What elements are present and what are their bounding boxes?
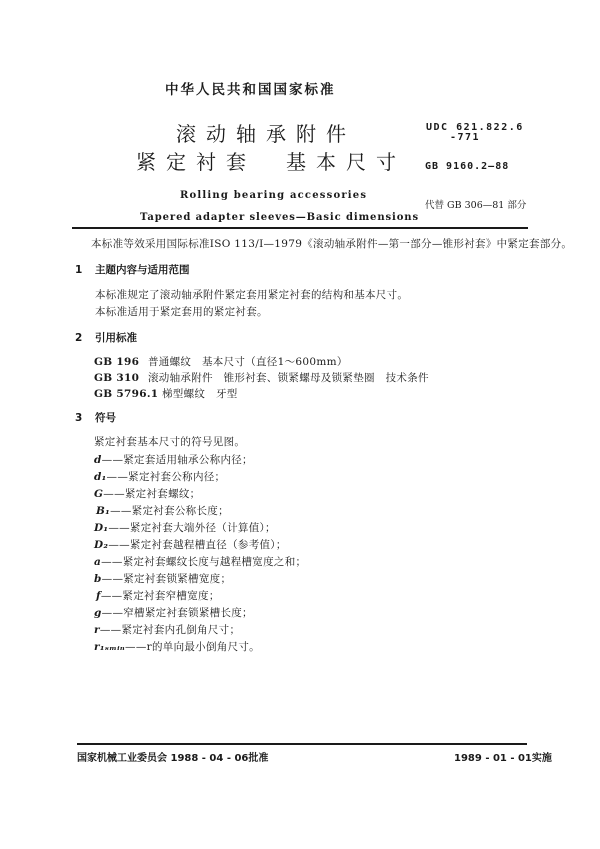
symbol: r (94, 624, 100, 636)
symbol-desc: ——紧定套适用轴承公称内径； (101, 454, 253, 466)
reference-code: GB 5796.1 (94, 388, 159, 400)
reference-title: 普通螺纹 基本尺寸（直径1～600mm） (148, 356, 348, 368)
english-title-line-1: Rolling bearing accessories (180, 190, 368, 201)
standard-number: GB 9160.2—88 (425, 161, 510, 172)
symbol-item (94, 571, 231, 586)
symbol-desc: ——窄槽紧定衬套锁紧槽长度； (101, 607, 253, 619)
section-number: 1 (75, 264, 83, 276)
reference-code: GB 310 (94, 372, 140, 384)
symbol: B₁ (96, 505, 111, 517)
symbol-desc: ——紧定衬套公称内径； (106, 471, 226, 483)
section-title: 符号 (95, 412, 116, 424)
section-number: 3 (75, 412, 83, 424)
symbol: d₁ (94, 471, 107, 483)
symbol-desc: ——紧定衬套锁紧槽宽度； (101, 573, 232, 585)
symbol-item (94, 469, 225, 484)
symbol-desc: ——紧定衬套大端外径（计算值）； (108, 522, 276, 534)
symbol: D₁ (94, 522, 109, 534)
symbol-item (94, 520, 276, 535)
symbol-desc: ——r的单向最小倒角尺寸。 (125, 641, 260, 653)
symbol: f (96, 590, 101, 602)
title-line-2: 紧定衬套 基本尺寸 (136, 150, 406, 174)
reference-title: 滚动轴承附件 锥形衬套、锁紧螺母及锁紧垫圈 技术条件 (148, 372, 429, 384)
symbol-item (94, 554, 306, 569)
reference-title: 梯型螺纹 牙型 (162, 388, 238, 400)
section-title: 主题内容与适用范围 (95, 264, 190, 276)
symbol-desc: ——紧定衬套螺纹长度与越程槽宽度之和； (101, 556, 307, 568)
symbol-item (96, 588, 220, 603)
reference-item (94, 386, 238, 401)
symbol: g (94, 607, 102, 619)
symbol: d (94, 454, 102, 466)
symbol-desc: ——紧定衬套螺纹； (103, 488, 201, 500)
section-number: 2 (75, 332, 83, 344)
section-1-paragraph-1: 本标准规定了滚动轴承附件紧定套用紧定衬套的结构和基本尺寸。 (95, 289, 409, 301)
section-1-paragraph-2: 本标准适用于紧定套用的紧定衬套。 (95, 306, 268, 318)
symbol-item (94, 639, 260, 654)
effective-date: 1989 - 01 - 01实施 (454, 753, 552, 764)
replaces-note: 代替 GB 306—81 部分 (425, 200, 527, 211)
section-3-intro: 紧定衬套基本尺寸的符号见图。 (94, 436, 246, 448)
section-1-heading (75, 262, 190, 277)
top-divider (72, 227, 528, 229)
section-3-heading (75, 410, 116, 425)
symbol: G (94, 488, 104, 500)
national-standard-label: 中华人民共和国国家标准 (165, 82, 336, 98)
symbol: b (94, 573, 102, 585)
symbol-item (94, 452, 253, 467)
bottom-divider (77, 743, 527, 745)
section-title: 引用标准 (95, 332, 137, 344)
symbol-item (94, 605, 253, 620)
udc-code-cont: -771 (450, 132, 481, 143)
symbol: r₁ₛₘᵢₙ (94, 641, 126, 653)
approval-date: 国家机械工业委员会 1988 - 04 - 06批准 (77, 753, 269, 764)
symbol-desc: ——紧定衬套内孔倒角尺寸； (99, 624, 241, 636)
intro-paragraph: 本标准等效采用国际标准ISO 113/Ⅰ—1979《滚动轴承附件—第一部分—锥形衬套》中紧定套部分。 (91, 238, 573, 250)
title-line-1: 滚动轴承附件 (176, 122, 356, 146)
reference-item (94, 370, 429, 385)
symbol-desc: ——紧定衬套窄槽宽度； (100, 590, 220, 602)
symbol-item (94, 537, 287, 552)
symbol-item (96, 503, 229, 518)
reference-item (94, 354, 348, 369)
section-2-heading (75, 330, 137, 345)
symbol: D₂ (94, 539, 109, 551)
symbol-desc: ——紧定衬套越程槽直径（参考值）； (108, 539, 287, 551)
symbol-item (94, 486, 200, 501)
symbol: a (94, 556, 102, 568)
udc-code: UDC 621.822.6 (426, 122, 524, 133)
english-title-line-2: Tapered adapter sleeves—Basic dimensions (140, 212, 419, 223)
symbol-desc: ——紧定衬套公称长度； (110, 505, 229, 517)
symbol-item (94, 622, 240, 637)
reference-code: GB 196 (94, 356, 140, 368)
